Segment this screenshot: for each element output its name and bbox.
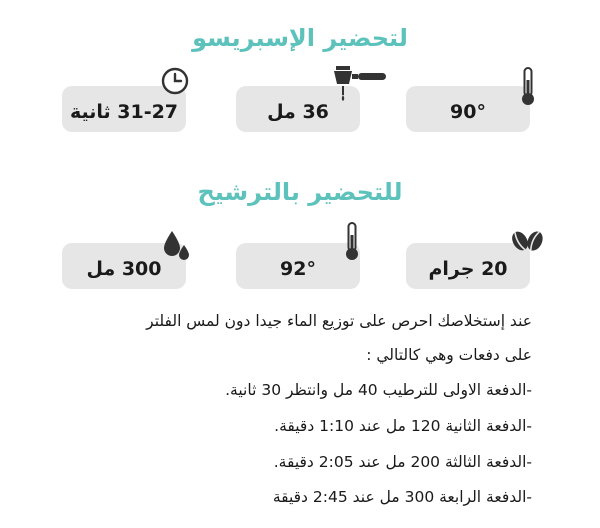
instructions-line-4: -الدفعة الثانية 120 مل عند 1:10 دقيقة.	[274, 417, 532, 435]
instructions-line-5: -الدفعة الثالثة 200 مل عند 2:05 دقيقة.	[273, 453, 532, 471]
clock-icon	[160, 66, 190, 100]
instructions-line-1: عند إستخلاصك احرص على توزيع الماء جيدا دون لمس الفلتر	[146, 312, 532, 330]
instructions-line-2: على دفعات وهي كالتالي :	[366, 346, 532, 364]
espresso-temperature-card	[406, 86, 530, 132]
instructions-line-3: -الدفعة الاولى للترطيب 40 مل وانتظر 30 ثانية.	[225, 381, 532, 399]
instructions-line-6: -الدفعة الرابعة 300 مل عند 2:45 دقيقة	[272, 488, 532, 506]
espresso-volume-card	[236, 86, 360, 132]
espresso-temperature-value: 90°	[450, 101, 486, 123]
filter-coffee-card	[406, 243, 530, 289]
coffee-beans-icon	[510, 227, 546, 259]
espresso-title: لتحضير الإسبريسو	[192, 24, 408, 52]
espresso-time-card	[62, 86, 186, 132]
espresso-time-value: 31-27 ثانية	[69, 101, 179, 123]
filter-temperature-value: 92°	[280, 258, 316, 280]
filter-temperature-card	[236, 243, 360, 289]
espresso-volume-value: 36 مل	[267, 101, 329, 123]
filter-water-value: 300 مل	[86, 258, 162, 280]
filter-coffee-value: 20 جرام	[428, 258, 508, 280]
filter-water-card	[62, 243, 186, 289]
filter-title: للتحضير بالترشيح	[197, 178, 403, 206]
